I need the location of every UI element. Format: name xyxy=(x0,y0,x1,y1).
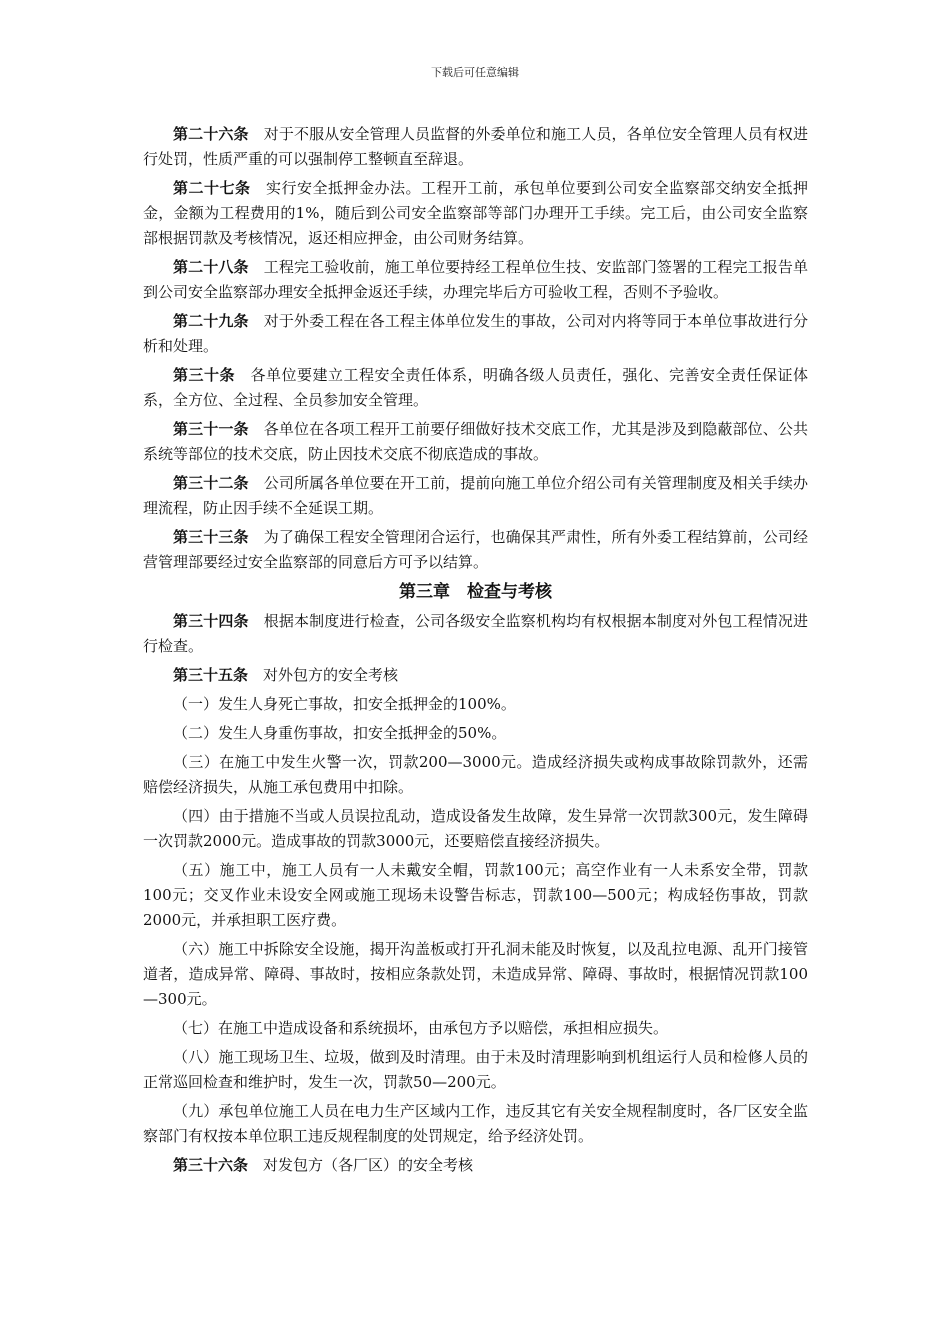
article-text: 实行安全抵押金办法。工程开工前，承包单位要到公司安全监察部交纳安全抵押金，金额为工程费用的1%，随后到公司安全监察部等部门办理开工手续。完工后，由公司安全监察部根据罚款及考核情况，返还相应押金，由公司财务结算。 xyxy=(143,179,808,247)
article-number: 第三十三条 xyxy=(173,528,249,546)
article-text: 公司所属各单位要在开工前，提前向施工单位介绍公司有关管理制度及相关手续办理流程，防止因手续不全延误工期。 xyxy=(143,474,808,517)
article-text: 对于外委工程在各工程主体单位发生的事故，公司对内将等同于本单位事故进行分析和处理。 xyxy=(143,312,808,355)
penalty-item-6: （六）施工中拆除安全设施，揭开沟盖板或打开孔洞未能及时恢复，以及乱拉电源、乱开门接管道者，造成异常、障碍、事故时，按相应条款处罚，未造成异常、障碍、事故时，根据情况罚款100—300元。 xyxy=(143,940,808,1008)
article-text: 各单位要建立工程安全责任体系，明确各级人员责任，强化、完善安全责任保证体系，全方位、全过程、全员参加安全管理。 xyxy=(143,366,808,409)
article-text: 为了确保工程安全管理闭合运行，也确保其严肃性，所有外委工程结算前，公司经营管理部要经过安全监察部的同意后方可予以结算。 xyxy=(143,528,808,571)
article-number: 第三十条 xyxy=(173,366,235,384)
article-number: 第三十六条 xyxy=(173,1156,249,1174)
penalty-item-9: （九）承包单位施工人员在电力生产区域内工作，违反其它有关安全规程制度时，各厂区安全监察部门有权按本单位职工违反规程制度的处罚规定，给予经济处罚。 xyxy=(143,1102,808,1145)
penalty-item-1: （一）发生人身死亡事故，扣安全抵押金的100%。 xyxy=(173,695,516,713)
article-text: 各单位在各项工程开工前要仔细做好技术交底工作，尤其是涉及到隐蔽部位、公共系统等部位的技术交底，防止因技术交底不彻底造成的事故。 xyxy=(143,420,808,463)
article-text: 对于不服从安全管理人员监督的外委单位和施工人员，各单位安全管理人员有权进行处罚，性质严重的可以强制停工整顿直至辞退。 xyxy=(143,125,808,168)
article-text: 根据本制度进行检查，公司各级安全监察机构均有权根据本制度对外包工程情况进行检查。 xyxy=(143,612,808,655)
article-33 xyxy=(143,525,808,575)
article-text: 对外包方的安全考核 xyxy=(263,666,399,684)
penalty-item-4: （四）由于措施不当或人员误拉乱动，造成设备发生故障，发生异常一次罚款300元，发生障碍一次罚款2000元。造成事故的罚款3000元，还要赔偿直接经济损失。 xyxy=(143,807,808,850)
article-number: 第二十七条 xyxy=(173,179,251,197)
article-36 xyxy=(143,1153,808,1178)
penalty-item-5: （五）施工中，施工人员有一人未戴安全帽，罚款100元；高空作业有一人未系安全带，罚款100元；交叉作业未设安全网或施工现场未设警告标志，罚款100—500元；构成轻伤事故，罚款2000元，并承担职工医疗费。 xyxy=(143,861,808,929)
article-text: 对发包方（各厂区）的安全考核 xyxy=(263,1156,474,1174)
article-number: 第二十六条 xyxy=(173,125,249,143)
article-34 xyxy=(143,609,808,659)
article-number: 第三十四条 xyxy=(173,612,249,630)
penalty-item-7: （七）在施工中造成设备和系统损坏，由承包方予以赔偿，承担相应损失。 xyxy=(173,1019,669,1037)
article-number: 第三十五条 xyxy=(173,666,249,684)
penalty-item-3: （三）在施工中发生火警一次，罚款200—3000元。造成经济损失或构成事故除罚款外，还需赔偿经济损失，从施工承包费用中扣除。 xyxy=(143,753,808,796)
penalty-item-2: （二）发生人身重伤事故，扣安全抵押金的50%。 xyxy=(173,724,507,742)
article-number: 第二十八条 xyxy=(173,258,249,276)
article-30 xyxy=(143,363,808,413)
article-35 xyxy=(143,663,808,688)
article-text: 工程完工验收前，施工单位要持经工程单位生技、安监部门签署的工程完工报告单到公司安全监察部办理安全抵押金返还手续，办理完毕后方可验收工程，否则不予验收。 xyxy=(143,258,808,301)
article-number: 第三十一条 xyxy=(173,420,249,438)
page-header: 下载后可任意编辑 xyxy=(431,66,519,79)
article-number: 第二十九条 xyxy=(173,312,249,330)
article-32 xyxy=(143,471,808,521)
article-26 xyxy=(143,122,808,172)
article-27 xyxy=(143,176,808,251)
penalty-item-8: （八）施工现场卫生、垃圾，做到及时清理。由于未及时清理影响到机组运行人员和检修人员的正常巡回检查和维护时，发生一次，罚款50—200元。 xyxy=(143,1048,808,1091)
document-body xyxy=(143,122,808,1182)
article-29 xyxy=(143,309,808,359)
article-28 xyxy=(143,255,808,305)
article-number: 第三十二条 xyxy=(173,474,249,492)
article-31 xyxy=(143,417,808,467)
chapter-heading: 第三章 检查与考核 xyxy=(399,582,552,602)
